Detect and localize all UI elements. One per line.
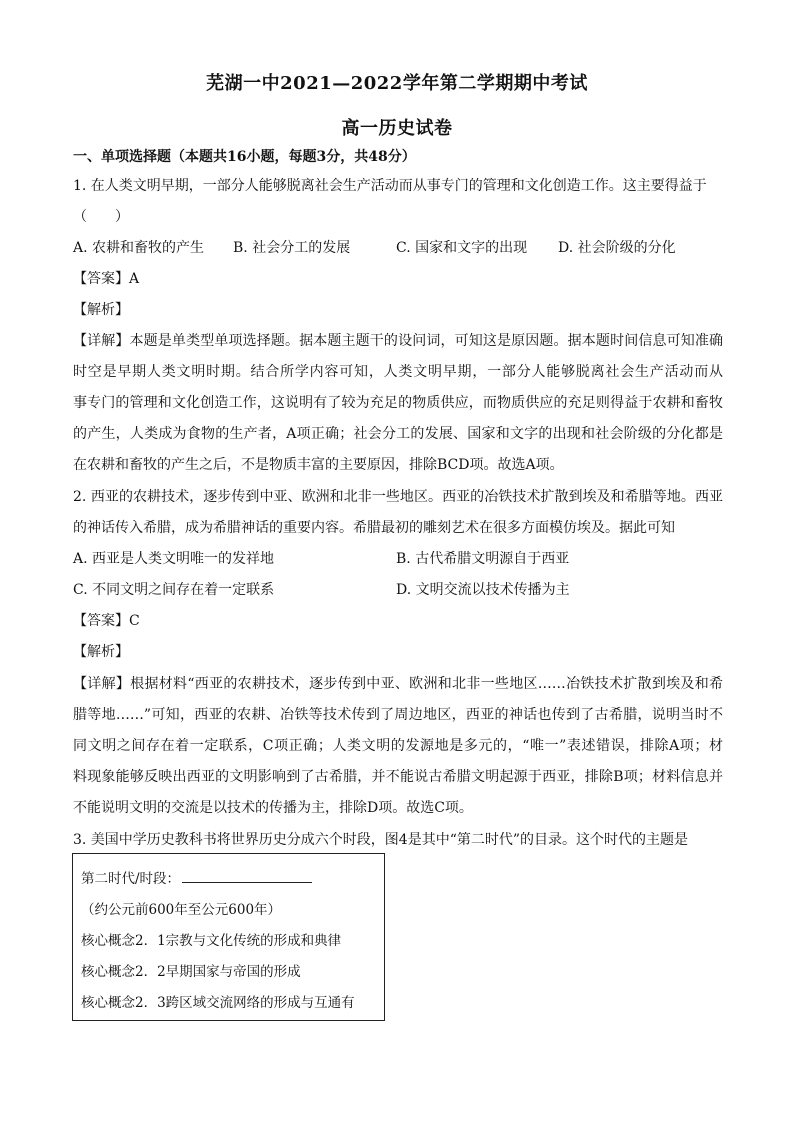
q1-stem-line2: （ ） (73, 209, 129, 225)
q3-box-period: （约公元前600年至公元600年） (81, 902, 282, 918)
q2-answer: 【答案】C (73, 613, 140, 629)
q2-option-a: A. 西亚是人类文明唯一的发祥地 (73, 551, 275, 567)
section-heading: 一、单项选择题（本题共16小题，每题3分，共48分） (73, 149, 416, 165)
q2-analysis-label: 【解析】 (73, 644, 129, 660)
q2-detail-line: 不能说明文明的交流是以技术的传播为主，排除D项。故选C项。 (73, 800, 473, 816)
q1-stem-line1: 1. 在人类文明早期，一部分人能够脱离社会生产活动而从事专门的管理和文化创造工作。这主要得益于 (73, 178, 707, 194)
q3-fill-blank (182, 868, 312, 883)
q1-detail-line: 的产生，人类成为食物的生产者，A项正确；社会分工的发展、国家和文字的出现和社会阶级的分化都是 (73, 426, 723, 442)
q1-option-d: D. 社会阶级的分化 (558, 240, 676, 256)
q1-detail-line: 在农耕和畜牧的产生之后，不是物质丰富的主要原因，排除BCD项。故选A项。 (73, 457, 564, 473)
q2-stem-line: 的神话传入希腊，成为希腊神话的重要内容。希腊最初的雕刻艺术在很多方面模仿埃及。据此可知 (73, 520, 675, 536)
q2-stem-line: 2. 西亚的农耕技术，逐步传到中亚、欧洲和北非一些地区。西亚的冶铁技术扩散到埃及和希腊等地。西亚 (73, 489, 723, 505)
q2-option-c: C. 不同文明之间存在着一定联系 (73, 582, 275, 598)
q1-detail-line: 事专门的管理和文化创造工作，这说明有了较为充足的物质供应，而物质供应的充足则得益于农耕和畜牧 (73, 395, 723, 411)
exam-title: 芜湖一中2021—2022学年第二学期期中考试 (206, 73, 588, 94)
q2-option-d: D. 文明交流以技术传播为主 (396, 582, 570, 598)
q1-detail-line: 【详解】本题是单类型单项选择题。据本题主题干的设问词，可知这是原因题。据本题时间信息可知准确 (73, 333, 723, 349)
q1-option-a: A. 农耕和畜牧的产生 (73, 240, 205, 256)
q3-box-concept: 核心概念2．1宗教与文化传统的形成和典律 (81, 933, 342, 949)
q3-box-concept: 核心概念2．3跨区域交流网络的形成与互通有 (81, 995, 355, 1011)
q1-option-c: C. 国家和文字的出现 (396, 240, 528, 256)
q1-analysis-label: 【解析】 (73, 302, 129, 318)
exam-subtitle: 高一历史试卷 (341, 118, 453, 139)
q1-answer: 【答案】A (73, 271, 140, 287)
q3-figure-box (72, 853, 385, 1021)
q3-box-heading-row (81, 868, 312, 889)
q2-detail-line: 腊等地……”可知，西亚的农耕、冶铁等技术传到了周边地区，西亚的神话也传到了古希腊，说明当时不 (73, 707, 723, 723)
q1-detail-line: 时空是早期人类文明时期。结合所学内容可知，人类文明早期，一部分人能够脱离社会生产活动而从 (73, 364, 723, 380)
q2-detail-line: 同文明之间存在着一定联系，C项正确；人类文明的发源地是多元的，“唯一”表述错误，排除A项；材 (73, 738, 723, 754)
q2-detail-line: 料现象能够反映出西亚的文明影响到了古希腊，并不能说古希腊文明起源于西亚，排除B项；材料信息并 (73, 769, 723, 785)
q3-box-heading: 第二时代/时段： (81, 871, 181, 887)
q3-stem: 3. 美国中学历史教科书将世界历史分成六个时段，图4是其中“第二时代”的目录。这个时代的主题是 (73, 832, 689, 848)
q2-option-b: B. 古代希腊文明源自于西亚 (396, 551, 570, 567)
q3-box-concept: 核心概念2．2早期国家与帝国的形成 (81, 964, 301, 980)
q1-option-b: B. 社会分工的发展 (233, 240, 351, 256)
q2-detail-line: 【详解】根据材料“西亚的农耕技术，逐步传到中亚、欧洲和北非一些地区……冶铁技术扩散到埃及和希 (73, 676, 723, 692)
